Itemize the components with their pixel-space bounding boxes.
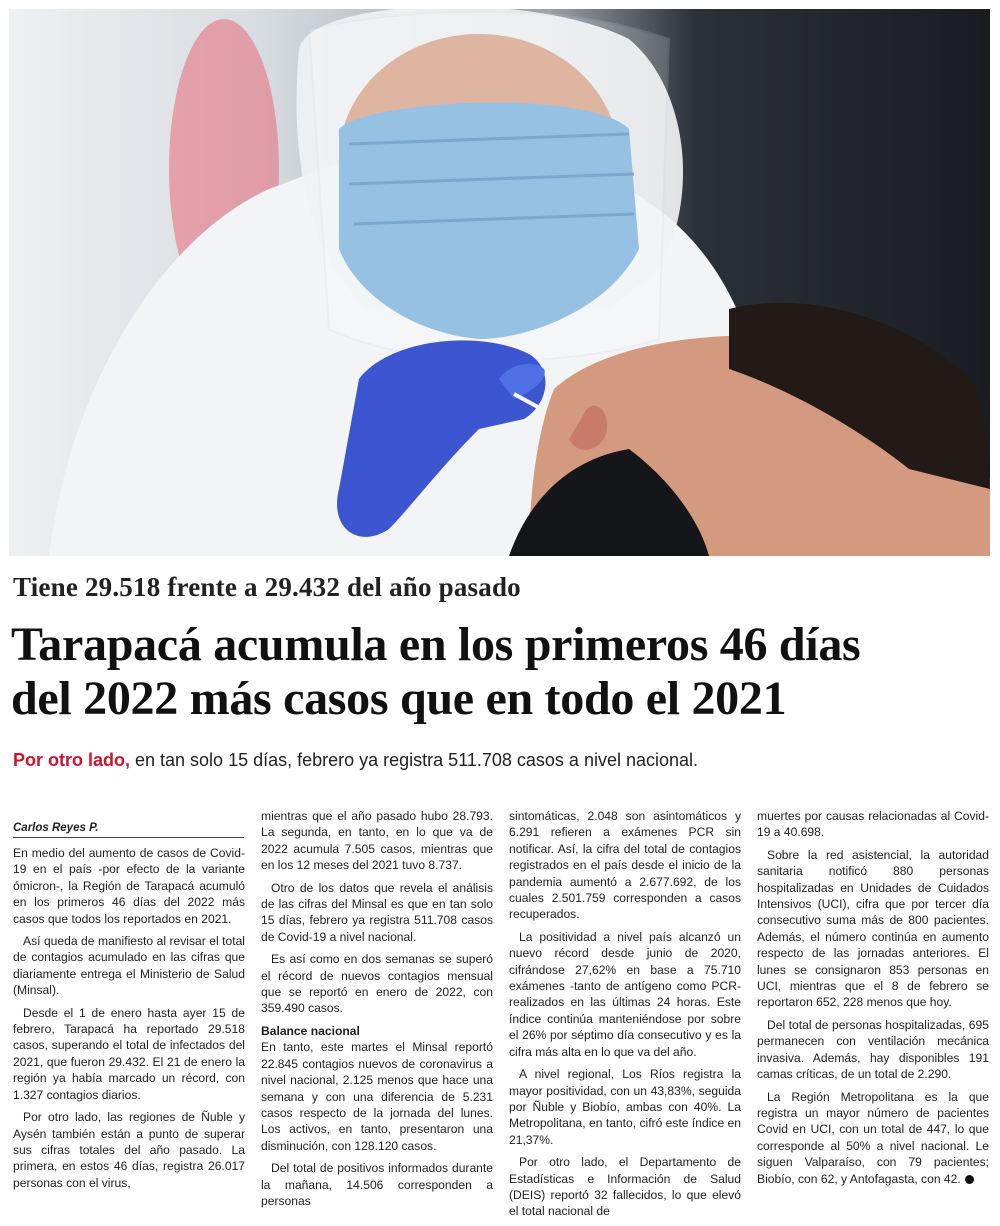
- paragraph-final: [757, 1089, 989, 1187]
- headline: [11, 618, 991, 726]
- paragraph: mientras que el año pasado hubo 28.793. La segunda, en tanto, en lo que va de 2022 acumula 7.505 casos, mientras que en los 12 meses del 2021 tuvo 8.737.: [261, 809, 493, 873]
- body-column-2: [261, 808, 493, 1215]
- paragraph: Del total de positivos informados durante la mañana, 14.506 corresponden a personas: [261, 1161, 493, 1208]
- body-column-1: [13, 845, 245, 1197]
- paragraph: sintomáticas, 2.048 son asintomáticos y 6.291 refieren a exámenes PCR sin notificar. Así, la cifra del total de contagios registrados en el país desde el inicio de la pandemia aumentó a 2.677.692, de los cuales 2.501.759 corresponden a casos recuperados.: [509, 809, 741, 922]
- byline: Carlos Reyes P.: [13, 822, 244, 838]
- body-column-4: [757, 808, 989, 1193]
- headline-line-1: Tarapacá acumula en los primeros 46 días: [11, 618, 861, 671]
- lead-emphasis: Por otro lado,: [13, 750, 130, 770]
- headline-line-2: del 2022 más casos que en todo el 2021: [11, 672, 787, 725]
- subheadline: Tiene 29.518 frente a 29.432 del año pasado: [13, 572, 521, 602]
- paragraph: Sobre la red asistencial, la autoridad sanitaria notificó 880 personas hospitalizadas en Unidades de Cuidados Intensivos (UCI), cifra que por tercer día consecutivo suma más de 800 pacientes. Además, el número continúa en aumento respecto de las jornadas anteriores. El lunes se consignaron 853 personas en UCI, mientras que el 8 de febrero se reportaron 652, 228 menos que hoy.: [757, 847, 989, 1010]
- paragraph: Por otro lado, las regiones de Ñuble y Aysén también están a punto de superar sus cifras totales del año pasado. La primera, en estos 46 días, registra 26.017 personas con el virus,: [13, 1110, 245, 1190]
- lead-text: en tan solo 15 días, febrero ya registra 511.708 casos a nivel nacional.: [130, 750, 699, 770]
- paragraph: La positividad a nivel país alcanzó un nuevo récord desde junio de 2020, cifrándose 27,62% en base a 75.710 exámenes -tanto de antígeno como PCR- realizados en las últimas 24 horas. Este índice continúa manteniéndose por sobre el 26% por séptimo día consecutivo y es la cifra más alta en lo que va del año.: [509, 929, 741, 1059]
- paragraph: Desde el 1 de enero hasta ayer 15 de febrero, Tarapacá ha reportado 29.518 casos, superando el total de infectados del 2021, que fueron 29.432. El 21 de enero la región ya había marcado un récord, con 1.327 contagios diarios.: [13, 1005, 245, 1102]
- paragraph: muertes por causas relacionadas al Covid-19 a 40.698.: [757, 809, 989, 840]
- body-column-3: [509, 808, 741, 1226]
- paragraph: A nivel regional, Los Ríos registra la mayor positividad, con un 43,83%, seguida por Ñuble y Biobío, ambas con 40%. La Metropolitana, en tanto, cifró este índice en 21,37%.: [509, 1067, 741, 1147]
- section-heading: Balance nacional: [261, 1023, 360, 1038]
- paragraph: Es así como en dos semanas se superó el récord de nuevos contagios mensual que se reportó en enero de 2022, con 359.490 casos.: [261, 952, 493, 1016]
- paragraph-final-text: La Región Metropolitana es la que registra un mayor número de pacientes Covid en UCI, con un total de 447, lo que corresponde al 50% a nivel nacional. Le siguen Valparaíso, con 79 pacientes; Biobío, con 62, y Antofagasta, con 42.: [757, 1089, 989, 1186]
- covid-test-illustration: [9, 9, 990, 556]
- paragraph: Otro de los datos que revela el análisis de las cifras del Minsal es que en tan solo 15 días, febrero ya registra 511.708 casos de Covid-19 a nivel nacional.: [261, 880, 493, 944]
- lead-paragraph: [13, 750, 698, 771]
- paragraph: En medio del aumento de casos de Covid-19 en el país -por efecto de la variante ómicron-, la Región de Tarapacá acumuló en los primeros 46 días del 2022 más casos que todos los reportados en 2021.: [13, 846, 245, 926]
- end-of-article-icon: [965, 1175, 974, 1184]
- paragraph: Por otro lado, el Departamento de Estadísticas e Información de Salud (DEIS) reportó 32 fallecidos, lo que elevó el total nacional de: [509, 1155, 741, 1219]
- paragraph: Del total de personas hospitalizadas, 695 permanecen con ventilación mecánica invasiva. Además, hay disponibles 191 camas críticas, de un total de 2.290.: [757, 1017, 989, 1082]
- paragraph: Así queda de manifiesto al revisar el total de contagios acumulado en las cifras que diariamente entrega el Ministerio de Salud (Minsal).: [13, 934, 245, 998]
- paragraph: En tanto, este martes el Minsal reportó 22.845 contagios nuevos de coronavirus a nivel nacional, 2.125 menos que hace una semana y con una diferencia de 5.231 casos respecto de la jornada del lunes. Los activos, en tanto, presentaron una disminución, con 128.120 casos.: [261, 1040, 493, 1153]
- article-photo: [9, 9, 990, 556]
